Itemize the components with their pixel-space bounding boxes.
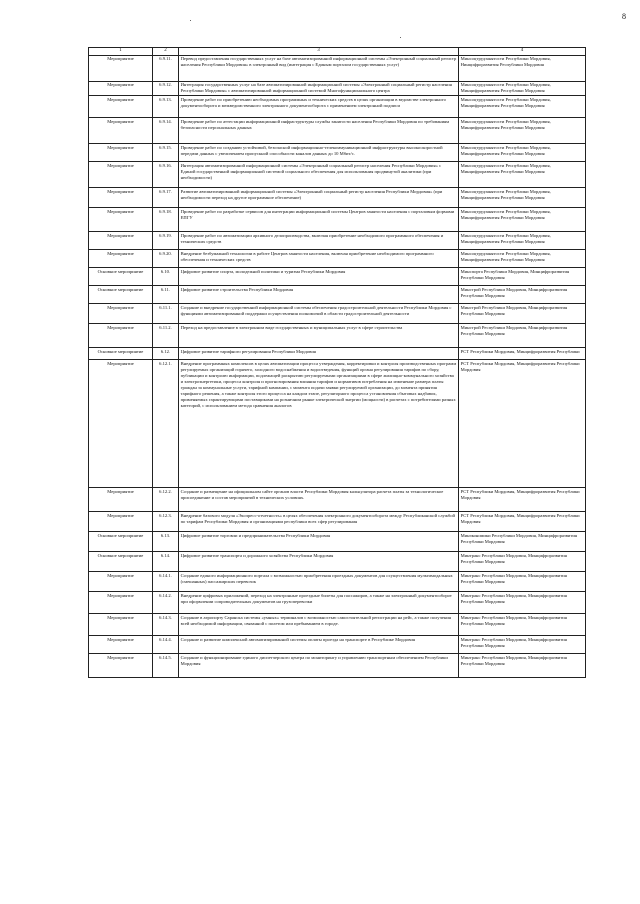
row-responsible: Минсоцтрудзанятости Республики Мордовия, Минцифроразвития Республики Мордовия: [459, 143, 586, 161]
row-responsible: Минэкономики Республики Мордовия, Минцифроразвития Республики Мордовия: [459, 531, 586, 551]
row-description: Проведение работ по приобретению необходимых программных и технических средств в целях организации в ведомстве электронного документооборота и межведомственного электронного документооборота с применением электронной подписи: [179, 95, 459, 117]
page-number: 8: [622, 12, 626, 21]
row-description: Интеграция государственных услуг на базе автоматизированной информационной системы «Электронный социальный регистр населения Республики Мордовия» с автоматизированной информационной системой Многофункционального центра: [179, 81, 459, 95]
table-row: [89, 531, 586, 551]
row-number: 6.9.16.: [153, 161, 179, 187]
row-number: 6.9.12.: [153, 81, 179, 95]
program-table: [88, 47, 586, 678]
table-row: [89, 207, 586, 231]
row-number: 6.9.20.: [153, 249, 179, 267]
row-responsible: Минсоцтрудзанятости Республики Мордовия, Минцифроразвития Республики Мордовия: [459, 161, 586, 187]
header-col-1: 1: [89, 48, 153, 56]
table-row: [89, 591, 586, 613]
table-row: [89, 323, 586, 347]
table-row: [89, 81, 586, 95]
row-type: Основное мероприятие: [89, 285, 153, 303]
row-responsible: Минспорта Республики Мордовия, Минцифроразвития Республики Мордовия: [459, 267, 586, 285]
row-description: Создание в аэропорту Саранска системы «умных» терминалов с возможностью самостоятельной регистрации на рейс, а также получения всей необходимой информации, связанной с полетом или пребыванием в городе.: [179, 613, 459, 635]
row-description: Внедрение безбумажной технологии в работе Центров занятости населения, включая приобретение необходимого программного обеспечения и технических средств: [179, 249, 459, 267]
row-number: 6.13.: [153, 531, 179, 551]
row-type: Мероприятие: [89, 95, 153, 117]
row-responsible: РСТ Республики Мордовия, Минцифроразвития Республики Мордовия: [459, 359, 586, 487]
table-row: [89, 55, 586, 81]
row-type: Мероприятие: [89, 117, 153, 143]
row-number: 6.9.14.: [153, 117, 179, 143]
row-number: 6.14.5.: [153, 653, 179, 677]
row-responsible: Минстрой Республики Мордовия, Минцифроразвития Республики Мордовия: [459, 323, 586, 347]
row-type: Мероприятие: [89, 635, 153, 653]
table-header-row: [89, 48, 586, 56]
row-responsible: Минсоцтрудзанятости Республики Мордовия, Минцифроразвития Республики Мордовия: [459, 187, 586, 207]
row-number: 6.11.: [153, 285, 179, 303]
table-row: [89, 187, 586, 207]
table-row: [89, 231, 586, 249]
row-number: 6.10.: [153, 267, 179, 285]
row-type: Мероприятие: [89, 653, 153, 677]
row-responsible: Минсоцтрудзанятости Республики Мордовия, Минцифроразвития Республики Мордовия: [459, 231, 586, 249]
row-description: Интеграция автоматизированной информационной системы «Электронный социальный регистр населения Республики Мордовия» с Единой государственной информационной системой социального обеспечения для использования продвинутой аналитики (при необходимости): [179, 161, 459, 187]
row-type: Мероприятие: [89, 81, 153, 95]
row-number: 6.14.2.: [153, 591, 179, 613]
row-number: 6.9.17.: [153, 187, 179, 207]
row-type: Мероприятие: [89, 231, 153, 249]
row-description: Проведение работ по разработке сервисов для интеграции информационной системы Центров занятости населения с порталовым формами ЕПГУ: [179, 207, 459, 231]
row-type: Основное мероприятие: [89, 551, 153, 571]
row-responsible: Минтранс Республики Мордовия, Минцифроразвития Республики Мордовия: [459, 613, 586, 635]
row-responsible: Минсоцтрудзанятости Республики Мордовия, Минцифроразвития Республики Мордовия: [459, 249, 586, 267]
row-responsible: РСТ Республики Мордовия, Минцифроразвития Республики Мордовия: [459, 511, 586, 531]
scan-speck: [190, 20, 191, 21]
row-responsible: Минтранс Республики Мордовия, Минцифроразвития Республики Мордовия: [459, 591, 586, 613]
row-number: 6.14.1.: [153, 571, 179, 591]
table-row: [89, 285, 586, 303]
table-row: [89, 117, 586, 143]
row-number: 6.14.: [153, 551, 179, 571]
row-description: Переход на предоставление в электронном виде государственных и муниципальных услуг в сфере строительства: [179, 323, 459, 347]
row-responsible: Минсоцтрудзанятости Республики Мордовия, Минцифроразвития Республики Мордовия: [459, 207, 586, 231]
row-responsible: Минстрой Республики Мордовия, Минцифроразвития Республики Мордовия: [459, 285, 586, 303]
row-number: 6.9.19.: [153, 231, 179, 249]
table-row: [89, 143, 586, 161]
row-number: 6.12.1.: [153, 359, 179, 487]
row-responsible: Минтранс Республики Мордовия, Минцифроразвития Республики Мордовия: [459, 551, 586, 571]
row-description: Создание и внедрение государственной информационной системы обеспечения градостроительной деятельности Республики Мордовия с функциями автоматизированной поддержки осуществления полномочий в области градостроительной деятельности: [179, 303, 459, 323]
row-number: 6.11.2.: [153, 323, 179, 347]
row-type: Мероприятие: [89, 571, 153, 591]
header-col-4: 4: [459, 48, 586, 56]
table-row: [89, 347, 586, 359]
row-description: Цифровое развитие строительства Республики Мордовия: [179, 285, 459, 303]
row-number: 6.14.4.: [153, 635, 179, 653]
row-responsible: Минсоцтрудзанятости Республики Мордовия, Минцифроразвития Республики Мордовия: [459, 95, 586, 117]
header-col-3: 3: [179, 48, 459, 56]
row-type: Мероприятие: [89, 323, 153, 347]
table-row: [89, 571, 586, 591]
table-row: [89, 303, 586, 323]
table-row: [89, 267, 586, 285]
table-row: [89, 613, 586, 635]
row-type: Основное мероприятие: [89, 347, 153, 359]
row-description: Перевод предоставления государственных услуг на базе автоматизированной информационной системы «Электронный социальный регистр населения Республики Мордовия» в электронный вид (интеграция с Единым порталом государственных услуг): [179, 55, 459, 81]
row-description: Цифровое развитие спорта, молодежной политики и туризма Республики Мордовия: [179, 267, 459, 285]
row-description: Внедрение базового модуля «Экспресс-отчетность» в целях обеспечения электронного документооборота между Республиканской службой по тарифам Республики Мордовия и организациями республики всех сфер регулирования: [179, 511, 459, 531]
table-row: [89, 635, 586, 653]
row-responsible: РСТ Республики Мордовия, Минцифроразвития Республики Мордовия: [459, 487, 586, 511]
row-type: Мероприятие: [89, 249, 153, 267]
row-type: Мероприятие: [89, 143, 153, 161]
table-row: [89, 359, 586, 487]
row-type: Мероприятие: [89, 613, 153, 635]
row-responsible: Минсоцтрудзанятости Республики Мордовия, Минцифроразвития Республики Мордовия: [459, 81, 586, 95]
row-number: 6.14.3.: [153, 613, 179, 635]
row-responsible: РСТ Республики Мордовия, Минцифроразвития Республики: [459, 347, 586, 359]
row-description: Создание единого информационного портала с возможностью приобретения проездных документов для осуществления мультимодальных (смешанных) пассажирских перевозок: [179, 571, 459, 591]
row-description: Внедрение цифровых приложений, переход на электронные проездные билеты для пассажиров, а также на электронный документооборот при оформлении сопроводительных документов на грузоперевозки: [179, 591, 459, 613]
row-number: 6.9.15.: [153, 143, 179, 161]
row-responsible: Минсоцтрудзанятости Республики Мордовия, Нинцифроразвития Республики Мордовия: [459, 55, 586, 81]
row-type: Мероприятие: [89, 591, 153, 613]
table-row: [89, 161, 586, 187]
row-type: Мероприятие: [89, 303, 153, 323]
row-description: Цифровое развитие тарифного регулирования Республики Мордовия: [179, 347, 459, 359]
row-number: 6.9.11.: [153, 55, 179, 81]
row-type: Мероприятие: [89, 359, 153, 487]
row-type: Мероприятие: [89, 161, 153, 187]
row-number: 6.12.3.: [153, 511, 179, 531]
scan-speck: [400, 37, 401, 38]
row-description: Цифровое развитие торговли и предпринимательства Республики Мордовия: [179, 531, 459, 551]
table-row: [89, 487, 586, 511]
row-responsible: Минтранс Республики Мордовия, Минцифроразвития Республики Мордовия: [459, 653, 586, 677]
row-type: Мероприятие: [89, 55, 153, 81]
row-number: 6.9.18.: [153, 207, 179, 231]
row-responsible: Минтранс Республики Мордовия, Минцифроразвития Республики Мордовия: [459, 571, 586, 591]
table-row: [89, 551, 586, 571]
header-col-2: 2: [153, 48, 179, 56]
row-description: Цифровое развитие транспорта и дорожного хозяйства Республики Мордовия: [179, 551, 459, 571]
row-type: Основное мероприятие: [89, 267, 153, 285]
row-type: Мероприятие: [89, 511, 153, 531]
row-number: 6.12.: [153, 347, 179, 359]
table-row: [89, 653, 586, 677]
row-description: Развитие автоматизированной информационной системы «Электронный социальный регистр населения Республики Мордовия» (при необходимости переход на другое программное обеспечение): [179, 187, 459, 207]
row-type: Мероприятие: [89, 187, 153, 207]
table-row: [89, 95, 586, 117]
row-description: Создание и развитие комплексной автоматизированной системы оплаты проезда на транспорте в Республике Мордовия: [179, 635, 459, 653]
row-responsible: Минстрой Республики Мордовия, Минцифроразвития Республики Мордовия: [459, 303, 586, 323]
row-number: 6.9.13.: [153, 95, 179, 117]
row-type: Мероприятие: [89, 207, 153, 231]
row-responsible: Минтранс Республики Мордовия, Минцифроразвития Республики Мордовия: [459, 635, 586, 653]
row-type: Мероприятие: [89, 487, 153, 511]
row-description: Внедрение программных комплексов в целях автоматизации процесса утверждения, корректировки и контроля производственных программ регулируемых организаций горячего, холодного водоснабжения и водоотведения, функций органа регулирования тарифов по сбору, публикации и контролю информации, подлежащей раскрытию регулируемыми организациями в сфере жилищно-коммунального хозяйства и электроэнергетики, процесса контроля и прогнозирования влияния тарифов и нормативов потребления на изменение размера платы граждан за коммунальные услуги, тарифной кампании, с момента подачи заявки регулируемой организации, до момента принятия тарифного решения, а также контроля этого процесса на каждом этапе, регуляторного процесса установления сбытовых надбавок, применяемых гарантирующими поставщиками на розничном рынке электрической энергии (мощности) в расчетах с потребителями разных категорий, с использованием метода сравнения аналогов: [179, 359, 459, 487]
row-description: Создание и функционирование единого диспетчерского центра по мониторингу и управлению транспортным обеспечением Республики Мордовия: [179, 653, 459, 677]
table-row: [89, 249, 586, 267]
row-number: 6.12.2.: [153, 487, 179, 511]
row-description: Проведение работ по аттестации информационной инфраструктуры службы занятости населения Республики Мордовия по требованиям безопасности персональных данных: [179, 117, 459, 143]
row-number: 6.11.1.: [153, 303, 179, 323]
row-description: Создание и размещение на официальном сайте органов власти Республики Мордовия калькулятора расчета платы за технологическое присоединение и состав мероприятий в технических условиях.: [179, 487, 459, 511]
table-row: [89, 511, 586, 531]
row-description: Проведение работ по созданию устойчивой, безопасной информационно-телекоммуникационной инфраструктуры высокоскоростной передачи данных с увеличением пропускной способности каналов данных до 10 Мбит/с.: [179, 143, 459, 161]
row-responsible: Минсоцтрудзанятости Республики Мордовия, Минцифроразвития Республики Мордовия: [459, 117, 586, 143]
row-type: Основное мероприятие: [89, 531, 153, 551]
row-description: Проведение работ по автоматизации архивного делопроизводства, включая приобретение необходимого программного обеспечения и технических средств: [179, 231, 459, 249]
